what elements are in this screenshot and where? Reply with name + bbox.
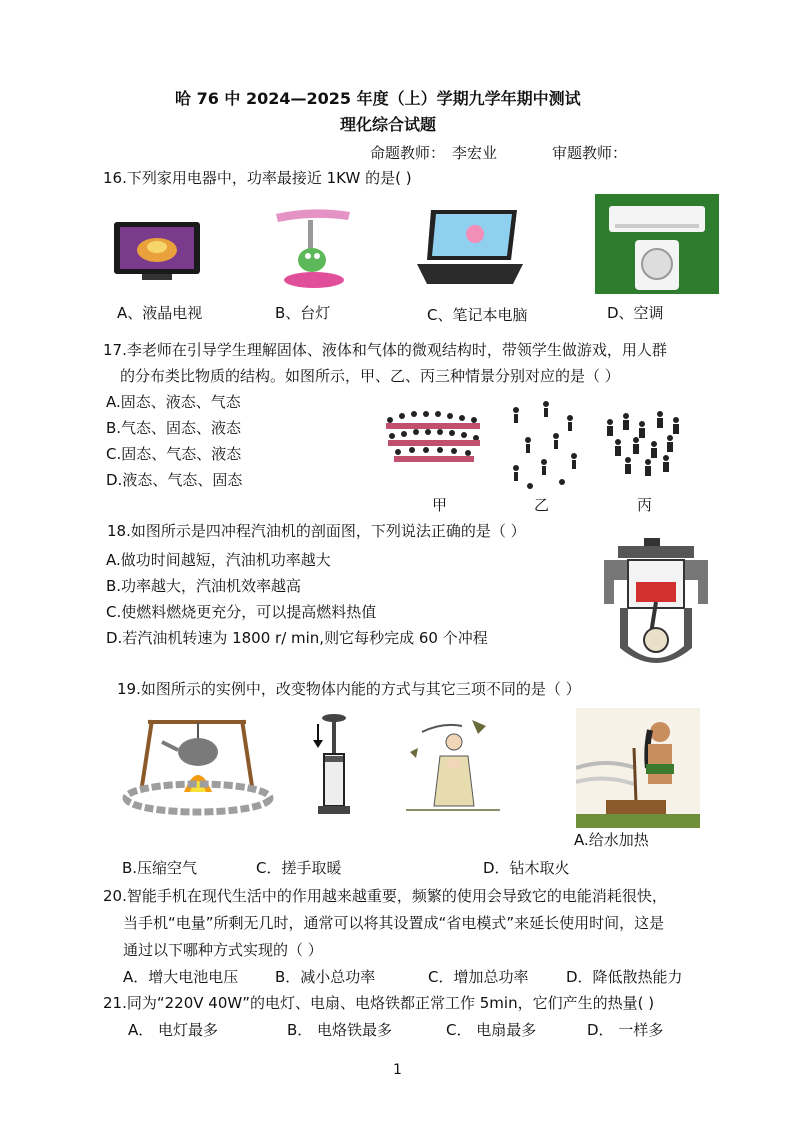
q17-option-d: D.液态、气态、固态 [106,471,243,489]
q19-option-d: D．钻木取火 [483,859,570,877]
q16-option-d: D、空调 [607,304,664,322]
lcd-tv-image [112,220,204,282]
q16-option-a: A、液晶电视 [117,304,203,322]
q17-option-a: A.固态、液态、气态 [106,393,241,411]
q20-stem-line2: 当手机“电量”所剩无几时，通常可以将其设置成“省电模式”来延长使用时间，这是 [123,914,665,932]
crowd-solid-bodies [386,423,480,462]
engine-cross-section-image [594,536,718,670]
q19-stem: 19.如图所示的实例中，改变物体内能的方式与其它三项不同的是（ ） [117,680,581,698]
exam-title: 哈 76 中 2024—2025 年度（上）学期九学年期中测试 [175,89,581,108]
q18-option-a: A.做功时间越短，汽油机功率越大 [106,551,331,569]
crowd-liquid [607,411,679,476]
reviewer-label: 审题教师： [552,144,628,162]
laptop-image [413,208,528,286]
air-compression-syringe-image [304,712,356,820]
q21-option-d: D． 一样多 [587,1021,664,1039]
q20-stem-line3: 通过以下哪种方式实现的（ ） [123,941,323,959]
crowd-arrangement-images [378,396,708,496]
q21-stem: 21.同为“220V 40W”的电灯、电扇、电烙铁都正常工作 5min，它们产生的热量( ) [103,994,655,1012]
q18-option-b: B.功率越大，汽油机效率越高 [106,577,302,595]
desk-lamp-image [272,204,354,290]
air-conditioner-image [595,194,719,294]
q17-label-yi: 乙 [534,496,550,514]
kettle-campfire-image [118,716,276,816]
q20-option-b: B．减小总功率 [275,968,376,986]
q17-option-c: C.固态、气态、液态 [106,445,242,463]
q16-stem: 16.下列家用电器中，功率最接近 1KW 的是( ) [103,169,412,187]
q21-option-b: B． 电烙铁最多 [287,1021,393,1039]
q17-stem-line1: 17.李老师在引导学生理解固体、液体和气体的微观结构时，带领学生做游戏，用人群 [103,341,667,359]
q20-stem-line1: 20.智能手机在现代生活中的作用越来越重要，频繁的使用会导致它的电能消耗很快， [103,887,667,905]
q19-option-c: C．搓手取暖 [256,859,342,877]
drilling-wood-fire-image [576,708,700,828]
author-name: 李宏业 [452,144,498,162]
rubbing-hands-image [402,712,504,816]
author-label: 命题教师： [370,144,446,162]
q21-option-a: A． 电灯最多 [128,1021,219,1039]
q18-option-c: C.使燃料燃烧更充分，可以提高燃料热值 [106,603,377,621]
q18-option-d: D.若汽油机转速为 1800 r/ min,则它每秒完成 60 个冲程 [106,629,488,647]
q17-label-bing: 丙 [637,496,653,514]
q16-option-b: B、台灯 [275,304,331,322]
crowd-gas [513,401,577,489]
exam-subtitle: 理化综合试题 [340,115,437,134]
q21-option-c: C． 电扇最多 [446,1021,537,1039]
q16-option-c: C、笔记本电脑 [427,306,528,324]
q20-option-c: C．增加总功率 [428,968,529,986]
q17-label-jia: 甲 [432,496,448,514]
q20-option-d: D．降低散热能力 [566,968,683,986]
q17-stem-line2: 的分布类比物质的结构。如图所示，甲、乙、丙三种情景分别对应的是（ ） [120,367,620,385]
page-number: 1 [393,1062,402,1078]
q20-option-a: A．增大电池电压 [123,968,239,986]
q19-option-b: B.压缩空气 [122,859,198,877]
q18-stem: 18.如图所示是四冲程汽油机的剖面图，下列说法正确的是（ ） [107,522,526,540]
q19-option-a: A.给水加热 [574,831,649,849]
crowd-solid [387,411,479,456]
q17-option-b: B.气态、固态、液态 [106,419,242,437]
